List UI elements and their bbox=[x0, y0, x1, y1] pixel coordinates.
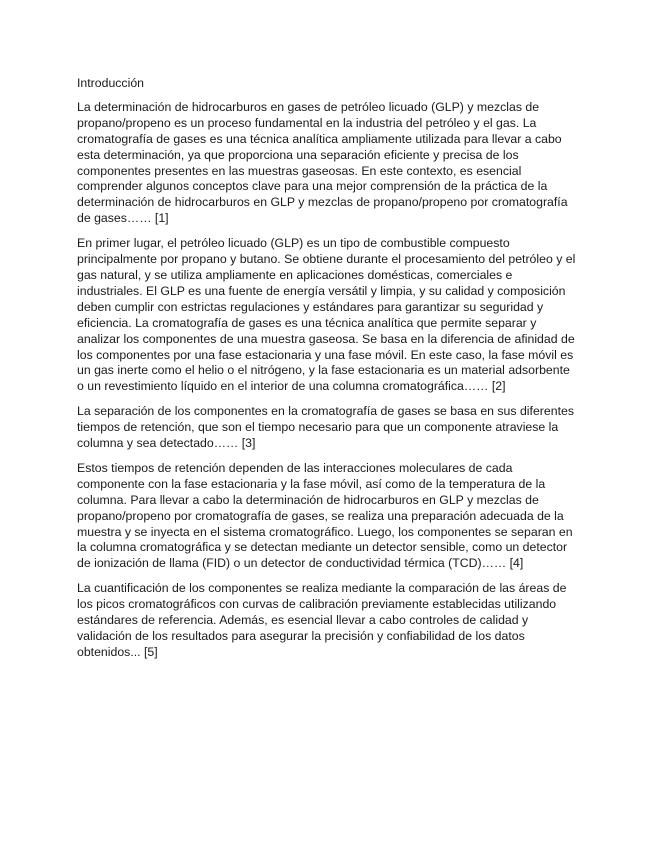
paragraph-separation: La separación de los componentes en la cromatografía de gases se basa en sus diferentes tiempos de retención, que son el tiempo necesario para que un componente atraviese la columna y sea detectado…… [3] bbox=[77, 404, 574, 451]
paragraph-intro: La determinación de hidrocarburos en gases de petróleo licuado (GLP) y mezclas de propano/propeno es un proceso fundamental en la industria del petróleo y el gas. La cromatografía de gases es una técnica analítica ampliamente utilizada para llevar a cabo esta determinación, ya que proporciona una separación eficiente y precisa de los componentes presentes en las muestras gaseosas. En este contexto, es esencial comprender algunos conceptos clave para una mejor comprensión de la práctica de la determinación de hidrocarburos en GLP y mezclas de propano/propeno por cromatografía de gases…… [1] bbox=[77, 99, 568, 226]
paragraph-retention: Estos tiempos de retención dependen de las interacciones moleculares de cada componente con la fase estacionaria y la fase móvil, así como de la temperatura de la columna. Para llevar a cabo la determinación de hidrocarburos en GLP y mezclas de propano/propeno por cromatografía de gases, se realiza una preparación adecuada de la muestra y se inyecta en el sistema cromatográfico. Luego, los componentes se separan en la columna cromatográfica y se detectan mediante un detector sensible, como un detector de ionización de llama (FID) o un detector de conductividad térmica (TCD)…… [4] bbox=[77, 460, 573, 571]
paragraph-glp: En primer lugar, el petróleo licuado (GLP) es un tipo de combustible compuesto principalmente por propano y butano. Se obtiene durante el procesamiento del petróleo y el gas natural, y se utiliza ampliamente en aplicaciones domésticas, comerciales e industriales. El GLP es una fuente de energía versátil y limpia, y su calidad y composición deben cumplir con estrictas regulaciones y estándares para garantizar su seguridad y eficiencia. La cromatografía de gases es una técnica analítica que permite separar y analizar los componentes de una muestra gaseosa. Se basa en la diferencia de afinidad de los componentes por una fase estacionaria y una fase móvil. En este caso, la fase móvil es un gas inerte como el helio o el nitrógeno, y la fase estacionaria es un material adsorbente o un revestimiento líquido en el interior de una columna cromatográfica…… [2] bbox=[77, 236, 576, 394]
paragraph-quantification: La cuantificación de los componentes se realiza mediante la comparación de las áreas de los picos cromatográficos con curvas de calibración previamente establecidas utilizando estándares de referencia. Además, es esencial llevar a cabo controles de calidad y validación de los resultados para asegurar la precisión y confiabilidad de los datos obtenidos... [5] bbox=[77, 581, 567, 659]
document-page bbox=[77, 76, 577, 670]
section-heading: Introducción bbox=[77, 76, 144, 90]
